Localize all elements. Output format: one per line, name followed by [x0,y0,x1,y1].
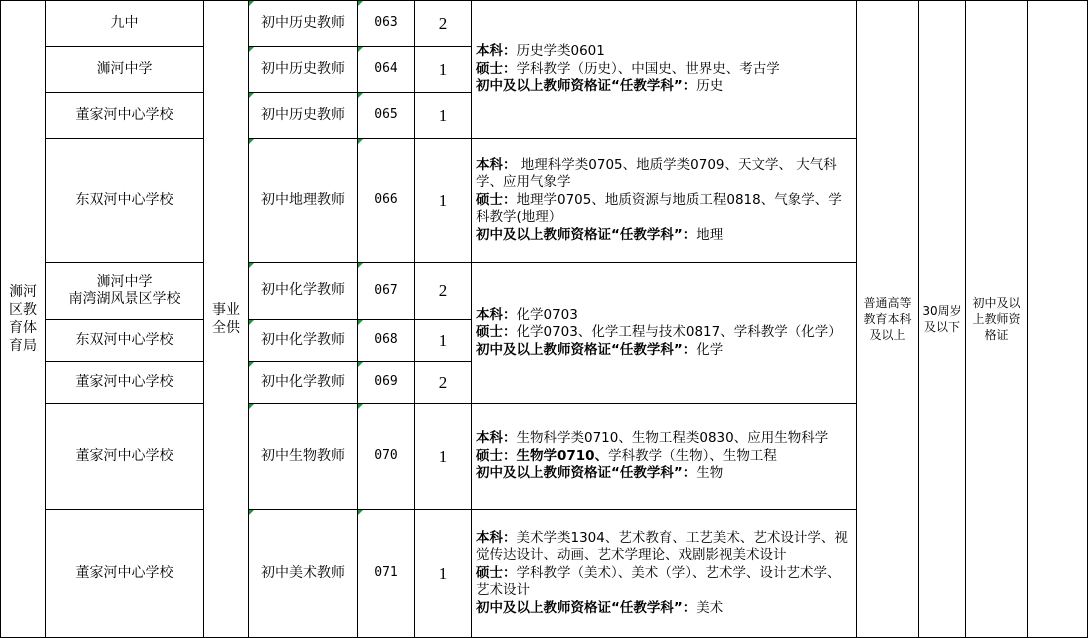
count-cell [414,46,472,93]
code-cell [357,319,415,362]
undergrad-label: 本科： [476,430,517,447]
master-label: 硕士： [476,447,517,464]
hire-count: 2 [438,13,448,33]
position-code: 065 [374,107,398,123]
cert-label: 初中及以上教师资格证“任教学科”： [476,341,697,358]
hire-count: 1 [438,59,448,79]
cert-line [476,78,852,96]
code-cell [357,138,415,263]
major-requirement-cell [471,0,857,139]
master-line [476,448,852,466]
code-cell [357,46,415,93]
cert-label: 初中及以上教师资格证“任教学科”： [476,599,697,616]
other-cell [965,0,1028,638]
position-name: 初中生物教师 [261,447,345,464]
position-cell [248,46,358,93]
cert-subject: 地理 [696,226,724,243]
master-majors: 学科教学（历史）、中国史、世界史、考古学 [516,60,780,77]
undergrad-majors: 地理科学类0705、地质学类0709、天文学、 大气科学、应用气象学 [476,156,837,191]
undergrad-label: 本科： [476,43,517,60]
school-cell [45,92,204,139]
school-cell [45,46,204,93]
cert-label: 初中及以上教师资格证“任教学科”： [476,465,697,482]
hire-count: 1 [438,446,448,466]
school-cell [45,403,204,510]
count-cell [414,92,472,139]
major-requirement [472,307,856,360]
undergrad-label: 本科： [476,529,517,546]
undergrad-line [476,157,852,192]
position-cell [248,138,358,263]
school-cell [45,361,204,404]
position-cell [248,262,358,320]
school-name: 九中 [110,14,139,31]
count-cell [414,138,472,263]
position-code: 064 [374,61,398,77]
comment-marker [358,263,363,268]
cert-subject: 生物 [696,465,724,482]
position-name: 初中化学教师 [261,282,345,299]
master-majors-bold: 生物学0710、 [516,447,609,464]
school-name: 东双河中心学校 [75,191,174,208]
age-text: 30周岁及以下 [922,303,962,334]
code-cell [357,509,415,638]
major-requirement [472,157,856,245]
undergrad-majors: 历史学类0601 [516,43,605,60]
age-cell [918,0,966,638]
department-cell [0,0,46,638]
funding-text: 事业全供 [212,301,240,336]
cert-label: 初中及以上教师资格证“任教学科”： [476,78,697,95]
major-requirement-cell [471,509,857,638]
comment-marker [358,47,363,52]
master-line [476,565,852,600]
code-cell [357,262,415,320]
major-requirement-cell [471,262,857,404]
master-line [476,192,852,227]
hire-count: 2 [438,372,448,392]
master-majors: 化学0703、化学工程与技术0817、学科教学（化学） [516,324,842,341]
undergrad-majors: 美术学类1304、艺术教育、工艺美术、艺术设计学、视觉传达设计、动画、艺术学理论、戏剧影视美术设计 [476,529,848,564]
comment-marker [358,404,363,409]
comment-marker [249,93,254,98]
comment-marker [249,1,254,6]
school-cell [45,319,204,362]
master-label: 硕士： [476,191,517,208]
position-code: 069 [374,374,398,390]
position-code: 063 [374,15,398,31]
school-name: 东双河中心学校 [75,331,174,348]
code-cell [357,0,415,47]
hire-count: 1 [438,105,448,125]
position-name: 初中地理教师 [261,191,345,208]
cert-subject: 美术 [696,599,724,616]
master-line [476,324,852,342]
major-requirement [472,530,856,618]
funding-cell [203,0,249,638]
position-name: 初中化学教师 [261,331,345,348]
undergrad-label: 本科： [476,156,517,173]
count-cell [414,319,472,362]
master-label: 硕士： [476,564,517,581]
count-cell [414,262,472,320]
school-name: 浉河中学 [96,60,153,77]
position-cell [248,509,358,638]
position-cell [248,403,358,510]
cert-label: 初中及以上教师资格证“任教学科”： [476,226,697,243]
cert-line [476,465,852,483]
cert-subject: 历史 [696,78,724,95]
other-text: 初中及以上教师资格证 [972,295,1021,343]
comment-marker [358,139,363,144]
department-text: 浉河区教育体育局 [9,283,37,355]
comment-marker [249,320,254,325]
position-cell [248,319,358,362]
count-cell [414,509,472,638]
master-majors: 学科教学（生物）、生物工程 [608,447,777,464]
comment-marker [249,47,254,52]
education-text: 普通高等教育本科及以上 [863,295,912,343]
position-name: 初中化学教师 [261,373,345,390]
comment-marker [358,362,363,367]
school-name: 董家河中心学校 [75,447,174,464]
school-name: 董家河中心学校 [75,373,174,390]
undergrad-line [476,307,852,325]
position-code: 067 [374,282,398,298]
major-requirement [472,43,856,96]
hire-count: 1 [438,563,448,583]
school-name: 浉河中学 南湾湖风景区学校 [68,273,181,307]
count-cell [414,361,472,404]
position-code: 071 [374,565,398,581]
comment-marker [358,320,363,325]
position-code: 068 [374,332,398,348]
comment-marker [249,362,254,367]
position-name: 初中美术教师 [261,564,345,581]
position-code: 070 [374,448,398,464]
undergrad-line [476,530,852,565]
master-line [476,61,852,79]
cert-line [476,342,852,360]
comment-marker [358,1,363,6]
cert-line [476,227,852,245]
comment-marker [249,139,254,144]
comment-marker [358,93,363,98]
master-label: 硕士： [476,60,517,77]
code-cell [357,403,415,510]
school-cell [45,0,204,47]
master-majors: 学科教学（美术）、美术（学）、艺术学、设计艺术学、艺术设计 [476,564,841,599]
undergrad-line [476,43,852,61]
school-cell [45,138,204,263]
position-cell [248,0,358,47]
major-requirement-cell [471,138,857,263]
master-label: 硕士： [476,324,517,341]
remarks-cell [1027,0,1088,638]
major-requirement [472,430,856,483]
comment-marker [249,263,254,268]
education-cell [856,0,919,638]
code-cell [357,92,415,139]
cert-line [476,600,852,618]
position-cell [248,361,358,404]
cert-subject: 化学 [696,341,724,358]
major-requirement-cell [471,403,857,510]
school-name: 董家河中心学校 [75,564,174,581]
position-code: 066 [374,192,398,208]
comment-marker [249,510,254,515]
undergrad-majors: 化学0703 [516,306,578,323]
count-cell [414,403,472,510]
position-name: 初中历史教师 [261,14,345,31]
comment-marker [358,510,363,515]
count-cell [414,0,472,47]
position-name: 初中历史教师 [261,106,345,123]
hire-count: 2 [438,281,448,301]
master-majors: 地理学0705、地质资源与地质工程0818、气象学、学科教学(地理） [476,191,842,226]
hire-count: 1 [438,330,448,350]
school-cell [45,509,204,638]
hire-count: 1 [438,190,448,210]
school-name: 董家河中心学校 [75,106,174,123]
position-cell [248,92,358,139]
school-cell [45,262,204,320]
comment-marker [249,404,254,409]
position-name: 初中历史教师 [261,60,345,77]
undergrad-majors: 生物科学类0710、生物工程类0830、应用生物科学 [516,430,829,447]
undergrad-label: 本科： [476,306,517,323]
undergrad-line [476,430,852,448]
code-cell [357,361,415,404]
